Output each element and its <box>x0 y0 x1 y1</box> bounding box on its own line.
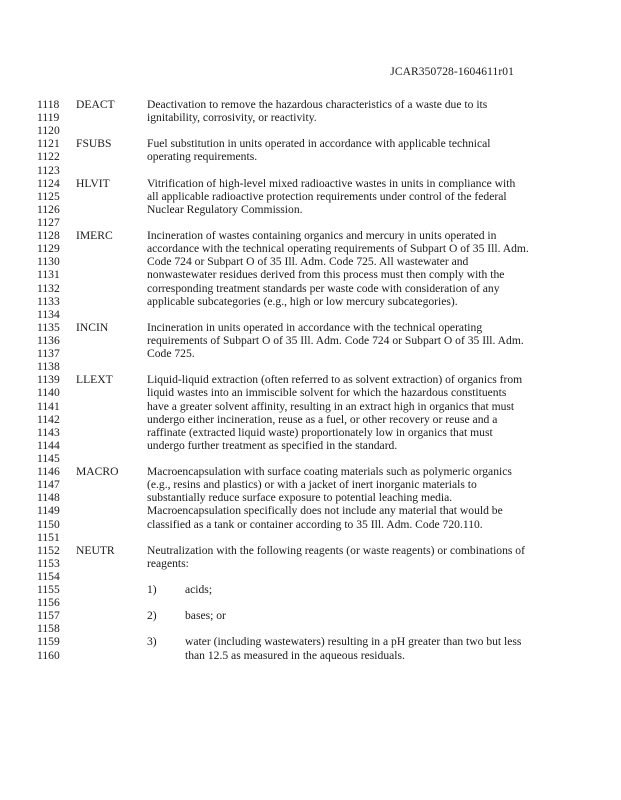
definition-text: Code 725. <box>147 347 195 361</box>
line-number: 1145 <box>37 451 60 465</box>
treatment-code: NEUTR <box>76 543 115 557</box>
line-number: 1146 <box>37 465 60 479</box>
definition-text: undergo either incineration, reuse as a fuel, or other recovery or reuse and a <box>147 412 498 426</box>
text-line <box>0 111 621 124</box>
text-line <box>0 229 621 242</box>
text-line <box>0 308 621 321</box>
definition-text: Liquid-liquid extraction (often referred to as solvent extraction) of organics from <box>147 373 523 387</box>
definition-text: (e.g., resins and plastics) or with a jacket of inert inorganic materials to <box>147 478 477 492</box>
text-line <box>0 504 621 517</box>
text-line <box>0 413 621 426</box>
list-item-number: 2) <box>147 609 157 623</box>
line-number: 1144 <box>37 438 60 452</box>
treatment-code: IMERC <box>76 229 113 243</box>
line-number: 1143 <box>37 425 60 439</box>
list-item-text: bases; or <box>185 609 226 623</box>
text-line <box>0 596 621 609</box>
line-number: 1130 <box>37 255 60 269</box>
text-line <box>0 544 621 557</box>
definition-text: nonwastewater residues derived from this process must then comply with the <box>147 268 505 282</box>
line-number: 1154 <box>37 569 60 583</box>
line-number: 1118 <box>37 98 60 111</box>
line-number: 1141 <box>37 399 60 413</box>
text-line <box>0 190 621 203</box>
definition-text: Incineration in units operated in accordance with the technical operating <box>147 320 483 334</box>
line-number: 1156 <box>37 596 60 610</box>
line-number: 1124 <box>37 176 60 190</box>
list-item-number: 1) <box>147 583 157 597</box>
line-number: 1136 <box>37 333 60 347</box>
text-line <box>0 426 621 439</box>
definition-entry <box>0 544 621 662</box>
text-line <box>0 124 621 137</box>
definition-text: substantially reduce surface exposure to potential leaching media. <box>147 491 453 505</box>
definition-entry <box>0 229 621 321</box>
list-item-text: acids; <box>185 583 213 597</box>
line-number: 1140 <box>37 386 60 400</box>
text-line <box>0 150 621 163</box>
line-number: 1129 <box>37 242 60 256</box>
definition-text: classified as a tank or container according to 35 Ill. Adm. Code 720.110. <box>147 517 483 531</box>
line-number: 1123 <box>37 163 60 177</box>
line-number: 1137 <box>37 347 60 361</box>
line-number: 1148 <box>37 491 60 505</box>
regulation-text-body <box>0 98 621 662</box>
line-number: 1150 <box>37 517 60 531</box>
definition-text: liquid wastes into an immiscible solvent for which the hazardous constituents <box>147 386 507 400</box>
text-line <box>0 400 621 413</box>
definition-entry <box>0 137 621 176</box>
treatment-code: DEACT <box>76 98 115 111</box>
line-number: 1152 <box>37 543 60 557</box>
line-number: 1149 <box>37 504 60 518</box>
line-number: 1138 <box>37 360 60 374</box>
text-line <box>0 255 621 268</box>
line-number: 1119 <box>37 111 60 125</box>
definition-text: than 12.5 as measured in the aqueous residuals. <box>185 648 405 662</box>
definition-entry <box>0 177 621 229</box>
definition-text: Incineration of wastes containing organics and mercury in units operated in <box>147 229 497 243</box>
line-number: 1132 <box>37 281 60 295</box>
line-number: 1142 <box>37 412 60 426</box>
definition-entry <box>0 321 621 373</box>
line-number: 1120 <box>37 124 60 138</box>
definition-text: Vitrification of high-level mixed radioactive wastes in units in compliance with <box>147 176 516 190</box>
list-item-number: 3) <box>147 635 157 649</box>
line-number: 1157 <box>37 609 60 623</box>
treatment-code: MACRO <box>76 465 119 479</box>
document-id-header: JCAR350728-1604611r01 <box>390 66 514 78</box>
line-number: 1127 <box>37 215 60 229</box>
text-line <box>0 452 621 465</box>
treatment-code: LLEXT <box>76 373 113 387</box>
treatment-code: FSUBS <box>76 137 112 151</box>
definition-text: all applicable radioactive protection requirements under control of the federal <box>147 189 507 203</box>
text-line <box>0 360 621 373</box>
text-line <box>0 373 621 386</box>
text-line <box>0 570 621 583</box>
definition-text: reagents: <box>147 556 189 570</box>
text-line <box>0 583 621 596</box>
definition-text: have a greater solvent affinity, resulting in an extract high in organics that must <box>147 399 515 413</box>
definition-text: Fuel substitution in units operated in accordance with applicable technical <box>147 137 491 151</box>
definition-text: ignitability, corrosivity, or reactivity. <box>147 111 317 125</box>
definition-text: requirements of Subpart O of 35 Ill. Adm. Code 724 or Subpart O of 35 Ill. Adm. <box>147 333 524 347</box>
text-line <box>0 635 621 648</box>
text-line <box>0 609 621 622</box>
line-number: 1126 <box>37 202 60 216</box>
definition-text: Macroencapsulation specifically does not include any material that would be <box>147 504 503 518</box>
definition-text: accordance with the technical operating requirements of Subpart O of 35 Ill. Adm. <box>147 242 529 256</box>
text-line <box>0 557 621 570</box>
text-line <box>0 295 621 308</box>
line-number: 1160 <box>37 648 60 662</box>
text-line <box>0 386 621 399</box>
text-line <box>0 164 621 177</box>
text-line <box>0 465 621 478</box>
line-number: 1139 <box>37 373 60 387</box>
definition-text: Macroencapsulation with surface coating materials such as polymeric organics <box>147 465 512 479</box>
line-number: 1151 <box>37 530 60 544</box>
treatment-code: HLVIT <box>76 176 110 190</box>
text-line <box>0 518 621 531</box>
text-line <box>0 531 621 544</box>
text-line <box>0 321 621 334</box>
definition-text: Code 724 or Subpart O of 35 Ill. Adm. Code 725. All wastewater and <box>147 255 469 269</box>
text-line <box>0 137 621 150</box>
definition-entry <box>0 373 621 465</box>
line-number: 1131 <box>37 268 60 282</box>
text-line <box>0 242 621 255</box>
text-line <box>0 268 621 281</box>
text-line <box>0 334 621 347</box>
line-number: 1147 <box>37 478 60 492</box>
line-number: 1133 <box>37 294 60 308</box>
line-number: 1135 <box>37 320 60 334</box>
text-line <box>0 439 621 452</box>
definition-text: Neutralization with the following reagents (or waste reagents) or combinations of <box>147 543 525 557</box>
definition-text: raffinate (extracted liquid waste) proportionately low in organics that must <box>147 425 493 439</box>
text-line <box>0 177 621 190</box>
line-number: 1155 <box>37 583 60 597</box>
definition-text: undergo further treatment as specified in the standard. <box>147 438 398 452</box>
line-number: 1122 <box>37 150 60 164</box>
text-line <box>0 203 621 216</box>
line-number: 1158 <box>37 622 60 636</box>
definition-text: applicable subcategories (e.g., high or low mercury subcategories). <box>147 294 458 308</box>
line-number: 1159 <box>37 635 60 649</box>
text-line <box>0 649 621 662</box>
definition-text: corresponding treatment standards per waste code with consideration of any <box>147 281 500 295</box>
line-number: 1153 <box>37 556 60 570</box>
definition-text: operating requirements. <box>147 150 258 164</box>
text-line <box>0 478 621 491</box>
definition-entry <box>0 98 621 137</box>
definition-text: Deactivation to remove the hazardous characteristics of a waste due to its <box>147 98 488 111</box>
treatment-code: INCIN <box>76 320 109 334</box>
text-line <box>0 347 621 360</box>
text-line <box>0 622 621 635</box>
line-number: 1125 <box>37 189 60 203</box>
definition-entry <box>0 465 621 544</box>
text-line <box>0 282 621 295</box>
line-number: 1128 <box>37 229 60 243</box>
list-item-text: water (including wastewaters) resulting in a pH greater than two but less <box>185 635 522 649</box>
text-line <box>0 98 621 111</box>
text-line <box>0 216 621 229</box>
definition-text: Nuclear Regulatory Commission. <box>147 202 303 216</box>
line-number: 1134 <box>37 307 60 321</box>
text-line <box>0 491 621 504</box>
line-number: 1121 <box>37 137 60 151</box>
